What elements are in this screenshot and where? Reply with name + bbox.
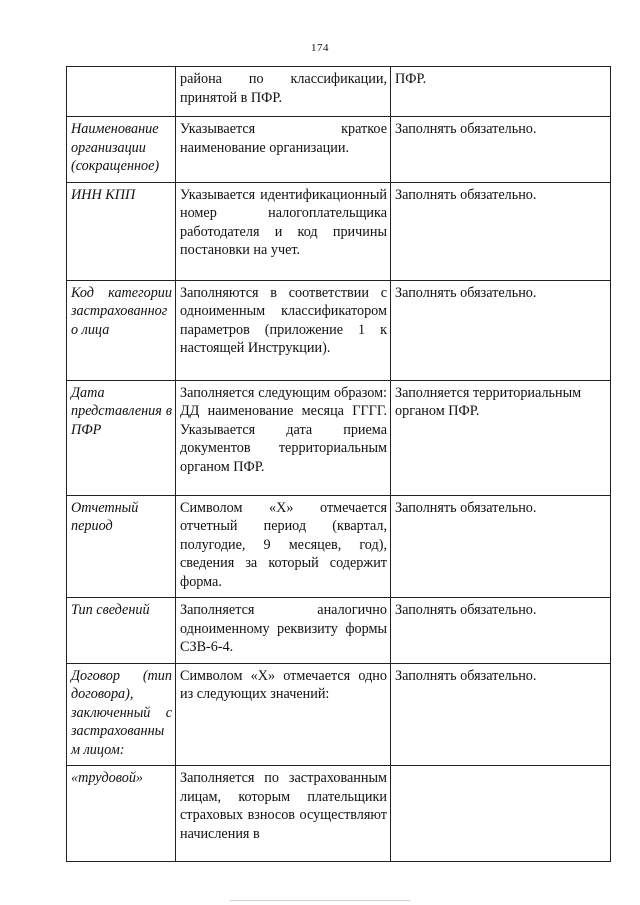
field-name-cell: Договор (тип договора), заключенный с застрахованны м лицом: — [67, 663, 176, 766]
description-cell: Заполняются в соответствии с одноименным классификатором параметров (приложение 1 к настоящей Инструкции). — [176, 280, 391, 380]
table-row — [67, 280, 611, 380]
description-cell: Заполняется следующим образом: ДД наименование месяца ГГГГ. Указывается дата приема документов территориальным органом ПФР. — [176, 380, 391, 495]
description-cell: Символом «Х» отмечается отчетный период (квартал, полугодие, 9 месяцев, год), сведения за который содержит форма. — [176, 495, 391, 598]
table-row — [67, 67, 611, 117]
field-name-cell: Код категории застрахованног о лица — [67, 280, 176, 380]
description-cell: Заполняется аналогично одноименному реквизиту формы СЗВ-6-4. — [176, 598, 391, 664]
table-row — [67, 766, 611, 862]
description-cell: района по классификации, принятой в ПФР. — [176, 67, 391, 117]
note-cell — [391, 766, 611, 862]
table-row — [67, 663, 611, 766]
table-row — [67, 117, 611, 183]
page-number: 174 — [311, 42, 329, 54]
note-cell: Заполнять обязательно. — [391, 280, 611, 380]
note-cell: Заполнять обязательно. — [391, 117, 611, 183]
note-cell: Заполнять обязательно. — [391, 182, 611, 280]
field-name-cell: ИНН КПП — [67, 182, 176, 280]
field-name-cell: Тип сведений — [67, 598, 176, 664]
table-row — [67, 380, 611, 495]
note-cell: Заполнять обязательно. — [391, 663, 611, 766]
note-cell: Заполняется территориальным органом ПФР. — [391, 380, 611, 495]
table-row — [67, 598, 611, 664]
field-name-cell: Наименование организации (сокращенное) — [67, 117, 176, 183]
field-name-cell: «трудовой» — [67, 766, 176, 862]
note-cell: Заполнять обязательно. — [391, 495, 611, 598]
description-cell: Заполняется по застрахованным лицам, которым плательщики страховых взносов осуществляют начисления в — [176, 766, 391, 862]
table-row — [67, 495, 611, 598]
description-cell: Указывается идентификационный номер налогоплательщика работодателя и код причины постановки на учет. — [176, 182, 391, 280]
scan-edge-line — [230, 900, 410, 901]
table-row — [67, 182, 611, 280]
note-cell: Заполнять обязательно. — [391, 598, 611, 664]
field-name-cell: Отчетный период — [67, 495, 176, 598]
note-cell: ПФР. — [391, 67, 611, 117]
field-name-cell — [67, 67, 176, 117]
description-cell: Указывается краткое наименование организации. — [176, 117, 391, 183]
instructions-table — [66, 66, 611, 862]
description-cell: Символом «Х» отмечается одно из следующих значений: — [176, 663, 391, 766]
field-name-cell: Дата представления в ПФР — [67, 380, 176, 495]
